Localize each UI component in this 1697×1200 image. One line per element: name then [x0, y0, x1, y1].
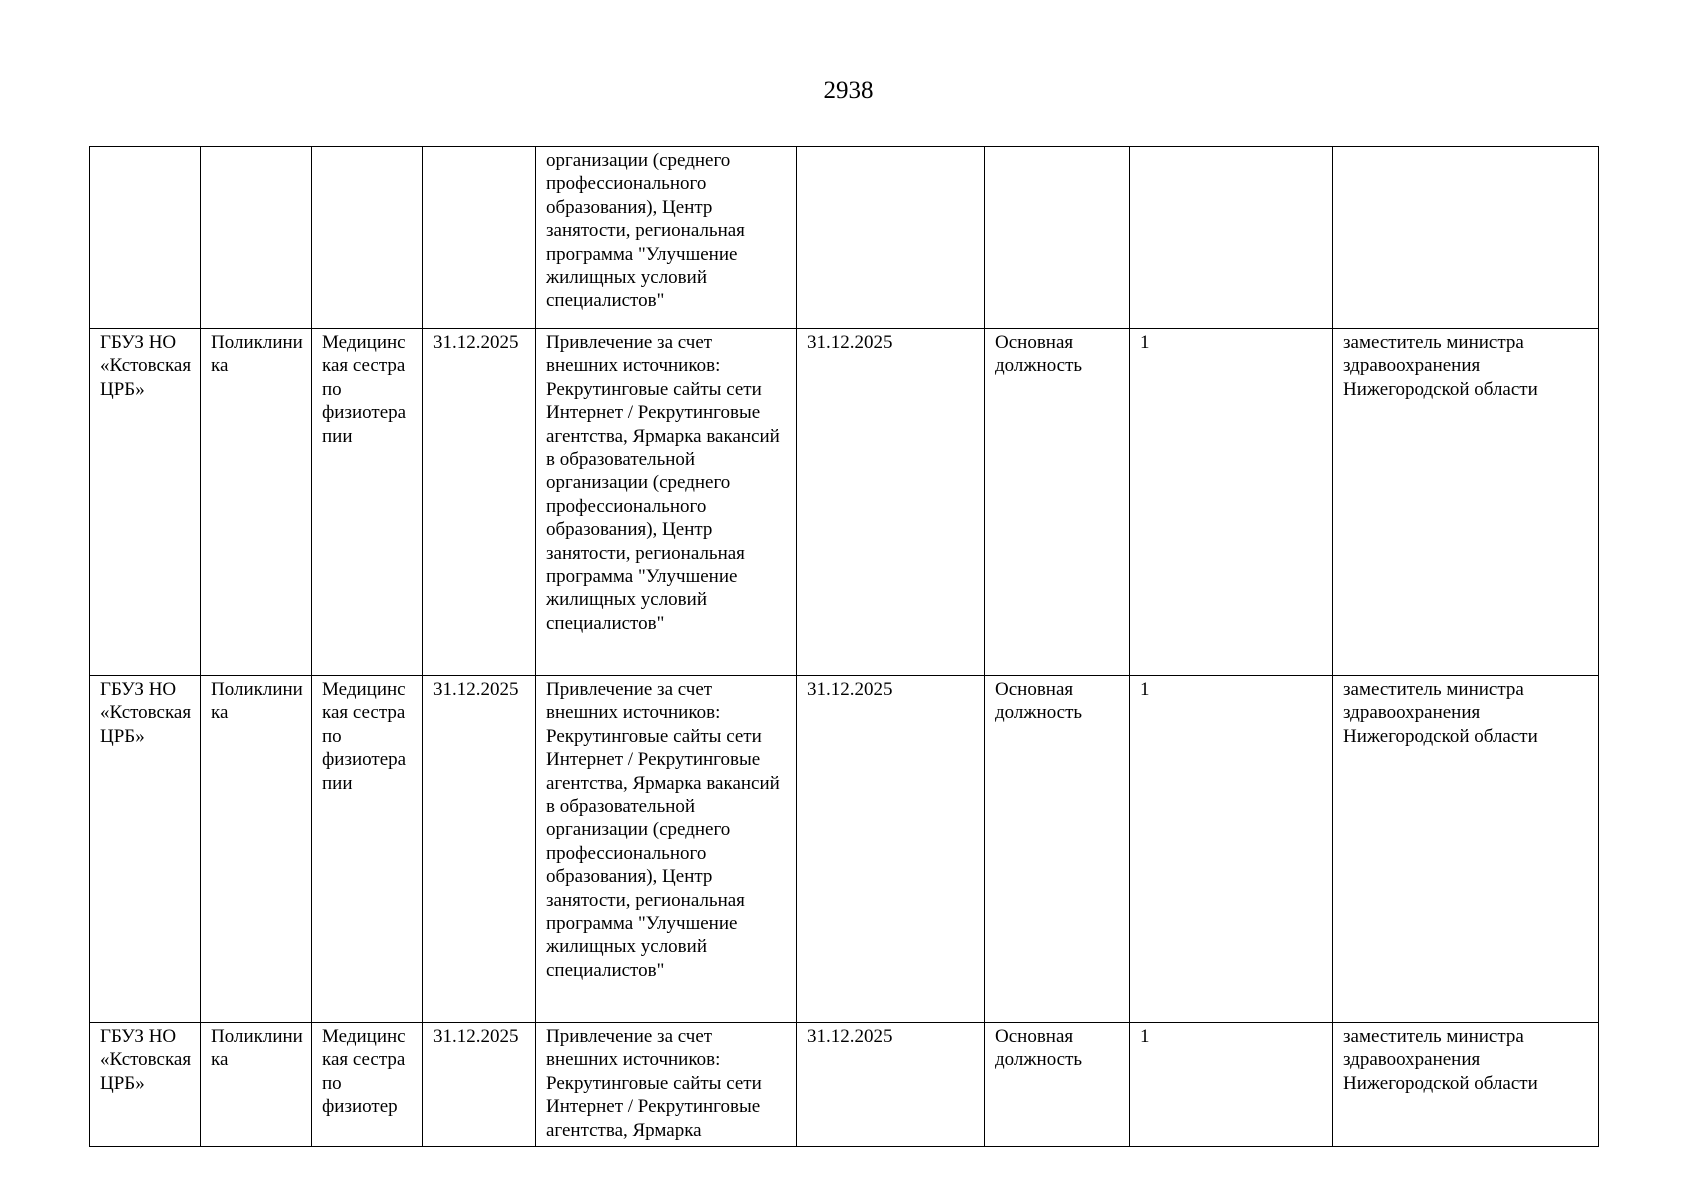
page-number: 2938: [823, 77, 874, 104]
cell-position-type: Основная должность: [985, 1023, 1130, 1147]
cell-count: 1: [1130, 1023, 1333, 1147]
cell-date: 31.12.2025: [423, 1023, 536, 1147]
cell-measures: Привлечение за счет внешних источников: Рекрутинговые сайты сети Интернет / Рекрутинговые агентства, Ярмарка вакансий в образовательной организации (среднего профессионального образования), Центр занятости, региональная программа "Улучшение жилищных условий специалистов": [536, 329, 797, 676]
cell-deadline: [797, 147, 985, 329]
cell-organization: ГБУЗ НО «Кстовская ЦРБ»: [90, 329, 201, 676]
cell-deadline: 31.12.2025: [797, 1023, 985, 1147]
cell-position: [312, 147, 423, 329]
table-row: [90, 676, 1599, 1023]
cell-measures: Привлечение за счет внешних источников: Рекрутинговые сайты сети Интернет / Рекрутинговые агентства, Ярмарка: [536, 1023, 797, 1147]
cell-count: 1: [1130, 676, 1333, 1023]
cell-date: 31.12.2025: [423, 329, 536, 676]
cell-position-type: Основная должность: [985, 329, 1130, 676]
table-row: [90, 329, 1599, 676]
cell-department: [201, 147, 312, 329]
cell-date: 31.12.2025: [423, 676, 536, 1023]
cell-department: Поликлиника: [201, 676, 312, 1023]
cell-position-type: Основная должность: [985, 676, 1130, 1023]
cell-count: 1: [1130, 329, 1333, 676]
cell-organization: ГБУЗ НО «Кстовская ЦРБ»: [90, 676, 201, 1023]
cell-measures: организации (среднего профессионального образования), Центр занятости, региональная программа "Улучшение жилищных условий специалистов": [536, 147, 797, 329]
cell-deadline: 31.12.2025: [797, 329, 985, 676]
cell-position: Медицинская сестра по физиотерапии: [312, 329, 423, 676]
cell-count: [1130, 147, 1333, 329]
cell-date: [423, 147, 536, 329]
cell-responsible: [1333, 147, 1599, 329]
cell-position: Медицинская сестра по физиотерапии: [312, 676, 423, 1023]
cell-department: Поликлиника: [201, 1023, 312, 1147]
cell-responsible: заместитель министра здравоохранения Нижегородской области: [1333, 329, 1599, 676]
cell-deadline: 31.12.2025: [797, 676, 985, 1023]
cell-organization: [90, 147, 201, 329]
cell-position-type: [985, 147, 1130, 329]
cell-responsible: заместитель министра здравоохранения Нижегородской области: [1333, 676, 1599, 1023]
cell-measures: Привлечение за счет внешних источников: Рекрутинговые сайты сети Интернет / Рекрутинговые агентства, Ярмарка вакансий в образовательной организации (среднего профессионального образования), Центр занятости, региональная программа "Улучшение жилищных условий специалистов": [536, 676, 797, 1023]
table-row: [90, 1023, 1599, 1147]
document-table: [89, 146, 1599, 1147]
cell-responsible: заместитель министра здравоохранения Нижегородской области: [1333, 1023, 1599, 1147]
cell-department: Поликлиника: [201, 329, 312, 676]
cell-organization: ГБУЗ НО «Кстовская ЦРБ»: [90, 1023, 201, 1147]
table-row: [90, 147, 1599, 329]
cell-position: Медицинская сестра по физиотер: [312, 1023, 423, 1147]
